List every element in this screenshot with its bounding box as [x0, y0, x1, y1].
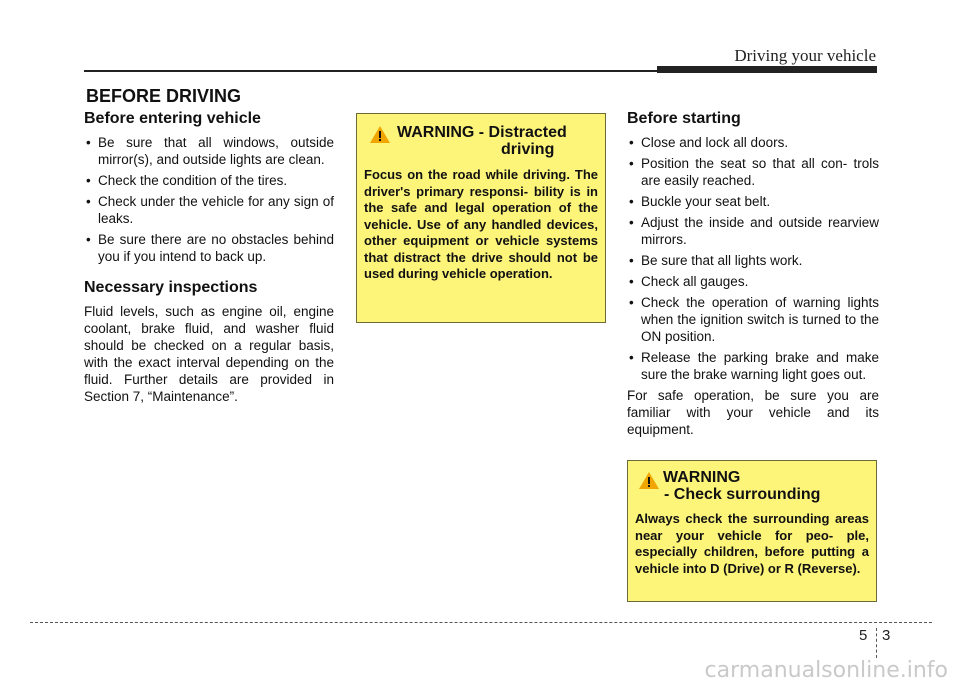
warning-title: WARNING	[663, 469, 741, 486]
list-item: • Be sure that all lights work.	[627, 252, 879, 269]
list-item: • Adjust the inside and outside rearview mirrors.	[627, 214, 879, 248]
starting-list	[627, 134, 879, 383]
warning-subtitle: driving	[501, 141, 555, 158]
footer-rule	[30, 622, 932, 623]
list-item: • Check all gauges.	[627, 273, 879, 290]
warning-triangle-icon	[370, 126, 390, 148]
list-item: • Check the condition of the tires.	[84, 172, 334, 189]
warning-subtitle: - Check surrounding	[664, 486, 821, 503]
chapter-number: 5	[859, 627, 868, 644]
header-rule	[84, 70, 657, 72]
entering-list	[84, 134, 334, 265]
list-item: • Be sure there are no obstacles behind you if you intend to back up.	[84, 231, 334, 265]
list-item: • Buckle your seat belt.	[627, 193, 879, 210]
safety-text: For safe operation, be sure you are familiar with your vehicle and its equipment.	[627, 388, 879, 437]
list-item: • Check the operation of warning lights when the ignition switch is turned to the ON position.	[627, 294, 879, 345]
warning-text: Always check the surrounding areas near your vehicle for peo- ple, especially children, before putting a vehicle into D (Drive) or R (Reverse).	[635, 511, 869, 576]
warning-triangle-icon	[639, 472, 659, 494]
header-bar	[657, 66, 877, 73]
right-column	[627, 110, 879, 438]
inspections-heading: Necessary inspections	[84, 279, 258, 296]
warning-distracted-header	[364, 124, 598, 158]
list-item: • Close and lock all doors.	[627, 134, 879, 151]
watermark: carmanualsonline.info	[704, 658, 948, 683]
list-item: • Position the seat so that all con- trols are easily reached.	[627, 155, 879, 189]
inspections-text: Fluid levels, such as engine oil, engine coolant, brake fluid, and washer fluid should be checked on a regular basis, with the exact interval depending on the fluid. Further details are provided in Section 7, “Maintenance”.	[84, 304, 334, 404]
list-item: • Check under the vehicle for any sign of leaks.	[84, 193, 334, 227]
left-column	[84, 110, 334, 405]
warning-distracted-box	[356, 113, 606, 323]
list-item: • Release the parking brake and make sure the brake warning light goes out.	[627, 349, 879, 383]
page-number-separator	[876, 628, 877, 658]
list-item: • Be sure that all windows, outside mirror(s), and outside lights are clean.	[84, 134, 334, 168]
warning-title: WARNING - Distracted	[397, 124, 567, 141]
warning-surrounding-header	[635, 469, 869, 503]
starting-heading: Before starting	[627, 110, 741, 127]
page-number: 3	[882, 627, 891, 644]
warning-surrounding-box	[627, 460, 877, 602]
warning-text: Focus on the road while driving. The driver's primary responsi- bility is in the safe and legal operation of the vehicle. Use of any handled devices, other equipment or vehicle systems that distract the drive should not be used during vehicle operation.	[364, 167, 598, 281]
entering-heading: Before entering vehicle	[84, 110, 261, 127]
section-title: BEFORE DRIVING	[86, 86, 242, 106]
chapter-header-title: Driving your vehicle	[734, 46, 876, 65]
